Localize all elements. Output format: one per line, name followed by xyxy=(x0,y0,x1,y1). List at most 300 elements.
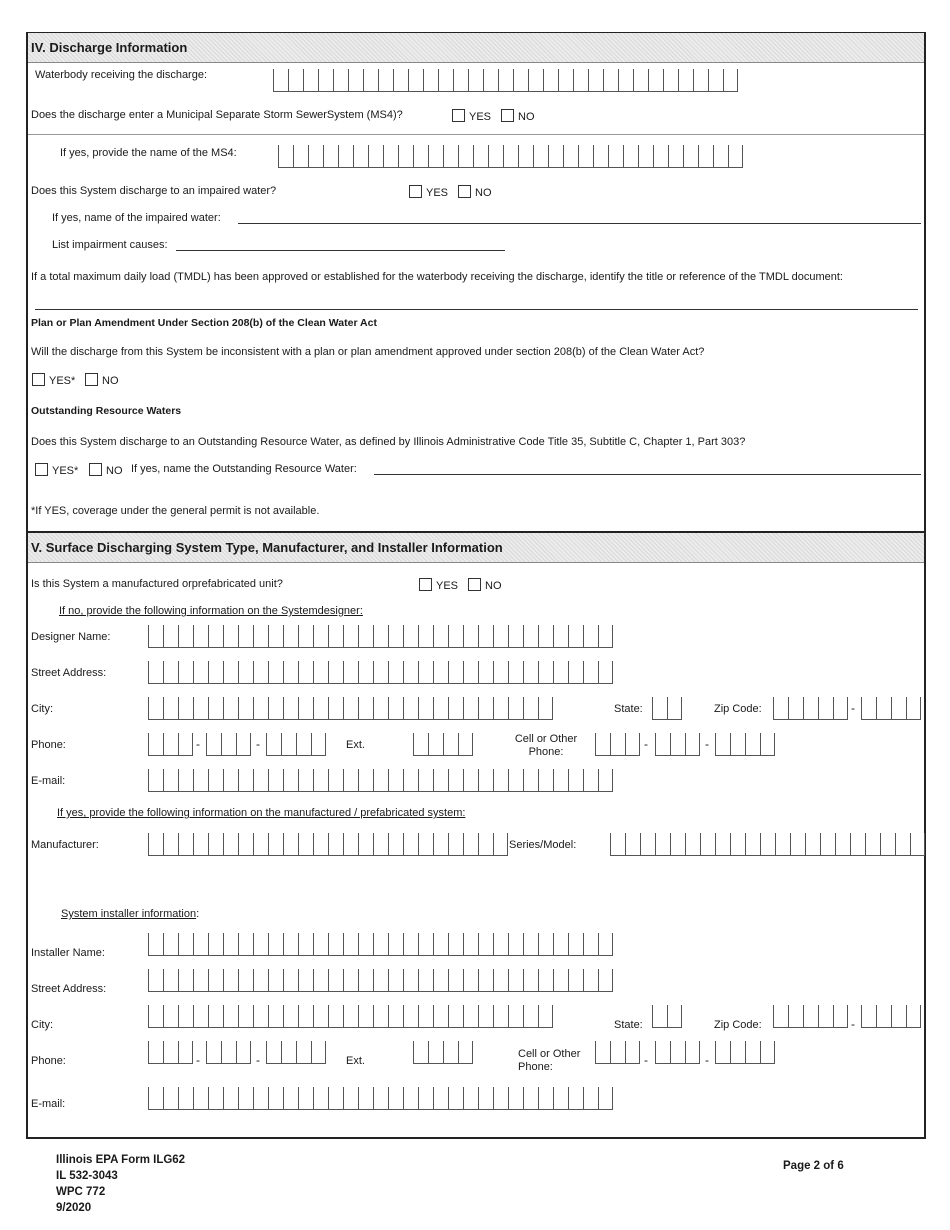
char-box[interactable] xyxy=(163,933,178,955)
char-box[interactable] xyxy=(553,1087,568,1109)
char-box[interactable] xyxy=(268,769,283,791)
char-box[interactable] xyxy=(388,1005,403,1027)
char-box[interactable] xyxy=(478,697,493,719)
char-box[interactable] xyxy=(433,769,448,791)
char-box[interactable] xyxy=(803,697,818,719)
char-box[interactable] xyxy=(223,1005,238,1027)
char-box[interactable] xyxy=(458,733,473,755)
plan-yes-option[interactable] xyxy=(32,373,75,387)
plan-no-option[interactable] xyxy=(85,373,119,387)
char-box[interactable] xyxy=(193,933,208,955)
char-box[interactable] xyxy=(163,1005,178,1027)
char-box[interactable] xyxy=(318,69,333,91)
char-box[interactable] xyxy=(685,1041,700,1063)
char-box[interactable] xyxy=(328,969,343,991)
char-box[interactable] xyxy=(208,1005,223,1027)
char-box[interactable] xyxy=(523,769,538,791)
char-box[interactable] xyxy=(820,833,835,855)
char-box[interactable] xyxy=(906,1005,921,1027)
ms4-name-input[interactable] xyxy=(278,145,743,168)
char-box[interactable] xyxy=(343,933,358,955)
char-box[interactable] xyxy=(453,69,468,91)
char-box[interactable] xyxy=(663,69,678,91)
ms4-yes-option[interactable] xyxy=(452,109,491,123)
char-box[interactable] xyxy=(730,733,745,755)
char-box[interactable] xyxy=(478,969,493,991)
tmdl-input[interactable] xyxy=(35,309,918,310)
char-box[interactable] xyxy=(568,933,583,955)
manufactured-no-option[interactable] xyxy=(468,578,502,592)
char-box[interactable] xyxy=(163,697,178,719)
char-box[interactable] xyxy=(583,625,598,647)
char-box[interactable] xyxy=(163,1087,178,1109)
char-box[interactable] xyxy=(163,769,178,791)
installer-street-input[interactable] xyxy=(148,969,613,992)
char-box[interactable] xyxy=(238,969,253,991)
char-box[interactable] xyxy=(223,769,238,791)
char-box[interactable] xyxy=(610,733,625,755)
char-box[interactable] xyxy=(283,661,298,683)
char-box[interactable] xyxy=(803,1005,818,1027)
char-box[interactable] xyxy=(448,833,463,855)
ms4-no-checkbox[interactable] xyxy=(501,109,514,122)
char-box[interactable] xyxy=(910,833,925,855)
installer-zip-input[interactable] xyxy=(773,1005,848,1028)
char-box[interactable] xyxy=(478,625,493,647)
char-box[interactable] xyxy=(493,933,508,955)
char-box[interactable] xyxy=(538,661,553,683)
char-box[interactable] xyxy=(238,769,253,791)
char-box[interactable] xyxy=(595,1041,610,1063)
char-box[interactable] xyxy=(835,833,850,855)
char-box[interactable] xyxy=(443,145,458,167)
impairment-causes-input[interactable] xyxy=(176,250,505,251)
char-box[interactable] xyxy=(388,661,403,683)
designer-name-input[interactable] xyxy=(148,625,613,648)
char-box[interactable] xyxy=(760,1041,775,1063)
char-box[interactable] xyxy=(363,69,378,91)
installer-cell-line-input[interactable] xyxy=(715,1041,775,1064)
char-box[interactable] xyxy=(388,769,403,791)
char-box[interactable] xyxy=(268,1087,283,1109)
manufacturer-input[interactable] xyxy=(148,833,508,856)
char-box[interactable] xyxy=(652,1005,667,1027)
char-box[interactable] xyxy=(891,697,906,719)
installer-phone-prefix-input[interactable] xyxy=(206,1041,251,1064)
char-box[interactable] xyxy=(383,145,398,167)
char-box[interactable] xyxy=(513,69,528,91)
char-box[interactable] xyxy=(253,769,268,791)
orw-yes-checkbox[interactable] xyxy=(35,463,48,476)
char-box[interactable] xyxy=(678,69,693,91)
char-box[interactable] xyxy=(178,733,193,755)
char-box[interactable] xyxy=(178,661,193,683)
char-box[interactable] xyxy=(208,769,223,791)
char-box[interactable] xyxy=(553,769,568,791)
char-box[interactable] xyxy=(238,661,253,683)
char-box[interactable] xyxy=(498,69,513,91)
char-box[interactable] xyxy=(670,833,685,855)
char-box[interactable] xyxy=(403,1005,418,1027)
char-box[interactable] xyxy=(773,1005,788,1027)
ms4-no-option[interactable] xyxy=(501,109,535,123)
char-box[interactable] xyxy=(493,625,508,647)
char-box[interactable] xyxy=(266,733,281,755)
char-box[interactable] xyxy=(223,625,238,647)
char-box[interactable] xyxy=(343,1087,358,1109)
char-box[interactable] xyxy=(206,1041,221,1063)
char-box[interactable] xyxy=(358,769,373,791)
char-box[interactable] xyxy=(388,697,403,719)
installer-cell-prefix-input[interactable] xyxy=(655,1041,700,1064)
char-box[interactable] xyxy=(428,145,443,167)
char-box[interactable] xyxy=(583,1087,598,1109)
char-box[interactable] xyxy=(238,833,253,855)
char-box[interactable] xyxy=(298,661,313,683)
char-box[interactable] xyxy=(208,833,223,855)
char-box[interactable] xyxy=(463,697,478,719)
char-box[interactable] xyxy=(523,625,538,647)
char-box[interactable] xyxy=(618,69,633,91)
designer-zip4-input[interactable] xyxy=(861,697,921,720)
char-box[interactable] xyxy=(223,1087,238,1109)
char-box[interactable] xyxy=(373,833,388,855)
char-box[interactable] xyxy=(443,1041,458,1063)
char-box[interactable] xyxy=(655,1041,670,1063)
char-box[interactable] xyxy=(508,697,523,719)
char-box[interactable] xyxy=(655,733,670,755)
char-box[interactable] xyxy=(298,1005,313,1027)
char-box[interactable] xyxy=(610,833,625,855)
impaired-no-checkbox[interactable] xyxy=(458,185,471,198)
char-box[interactable] xyxy=(313,933,328,955)
char-box[interactable] xyxy=(253,661,268,683)
char-box[interactable] xyxy=(358,833,373,855)
char-box[interactable] xyxy=(353,145,368,167)
char-box[interactable] xyxy=(253,969,268,991)
char-box[interactable] xyxy=(268,697,283,719)
char-box[interactable] xyxy=(193,1005,208,1027)
char-box[interactable] xyxy=(715,733,730,755)
char-box[interactable] xyxy=(648,69,663,91)
char-box[interactable] xyxy=(208,1087,223,1109)
char-box[interactable] xyxy=(463,969,478,991)
char-box[interactable] xyxy=(598,661,613,683)
char-box[interactable] xyxy=(745,1041,760,1063)
char-box[interactable] xyxy=(236,1041,251,1063)
impaired-no-option[interactable] xyxy=(458,185,492,199)
char-box[interactable] xyxy=(595,733,610,755)
char-box[interactable] xyxy=(448,625,463,647)
designer-ext-input[interactable] xyxy=(413,733,473,756)
char-box[interactable] xyxy=(598,933,613,955)
char-box[interactable] xyxy=(538,969,553,991)
char-box[interactable] xyxy=(193,625,208,647)
char-box[interactable] xyxy=(850,833,865,855)
char-box[interactable] xyxy=(655,833,670,855)
char-box[interactable] xyxy=(625,1041,640,1063)
char-box[interactable] xyxy=(403,833,418,855)
orw-name-input[interactable] xyxy=(374,474,921,475)
char-box[interactable] xyxy=(281,1041,296,1063)
char-box[interactable] xyxy=(418,833,433,855)
designer-cell-line-input[interactable] xyxy=(715,733,775,756)
char-box[interactable] xyxy=(670,1041,685,1063)
char-box[interactable] xyxy=(583,933,598,955)
char-box[interactable] xyxy=(238,1087,253,1109)
orw-no-checkbox[interactable] xyxy=(89,463,102,476)
installer-zip4-input[interactable] xyxy=(861,1005,921,1028)
char-box[interactable] xyxy=(473,145,488,167)
char-box[interactable] xyxy=(348,69,363,91)
char-box[interactable] xyxy=(403,697,418,719)
char-box[interactable] xyxy=(568,969,583,991)
char-box[interactable] xyxy=(523,969,538,991)
char-box[interactable] xyxy=(388,969,403,991)
char-box[interactable] xyxy=(328,1087,343,1109)
char-box[interactable] xyxy=(283,625,298,647)
char-box[interactable] xyxy=(670,733,685,755)
char-box[interactable] xyxy=(373,661,388,683)
char-box[interactable] xyxy=(448,661,463,683)
char-box[interactable] xyxy=(428,1041,443,1063)
char-box[interactable] xyxy=(538,933,553,955)
char-box[interactable] xyxy=(593,145,608,167)
char-box[interactable] xyxy=(433,969,448,991)
char-box[interactable] xyxy=(163,833,178,855)
char-box[interactable] xyxy=(573,69,588,91)
manufactured-yes-checkbox[interactable] xyxy=(419,578,432,591)
char-box[interactable] xyxy=(683,145,698,167)
char-box[interactable] xyxy=(463,1087,478,1109)
char-box[interactable] xyxy=(311,733,326,755)
char-box[interactable] xyxy=(193,661,208,683)
char-box[interactable] xyxy=(418,1005,433,1027)
manufactured-yes-option[interactable] xyxy=(419,578,458,592)
char-box[interactable] xyxy=(148,833,163,855)
char-box[interactable] xyxy=(433,1087,448,1109)
char-box[interactable] xyxy=(221,733,236,755)
char-box[interactable] xyxy=(640,833,655,855)
char-box[interactable] xyxy=(553,933,568,955)
char-box[interactable] xyxy=(553,969,568,991)
char-box[interactable] xyxy=(283,969,298,991)
waterbody-input[interactable] xyxy=(273,69,738,92)
designer-email-input[interactable] xyxy=(148,769,613,792)
char-box[interactable] xyxy=(508,769,523,791)
char-box[interactable] xyxy=(788,697,803,719)
char-box[interactable] xyxy=(358,933,373,955)
plan-yes-checkbox[interactable] xyxy=(32,373,45,386)
char-box[interactable] xyxy=(373,625,388,647)
char-box[interactable] xyxy=(328,625,343,647)
char-box[interactable] xyxy=(328,769,343,791)
char-box[interactable] xyxy=(398,145,413,167)
char-box[interactable] xyxy=(313,769,328,791)
char-box[interactable] xyxy=(730,1041,745,1063)
char-box[interactable] xyxy=(403,769,418,791)
char-box[interactable] xyxy=(638,145,653,167)
char-box[interactable] xyxy=(373,969,388,991)
char-box[interactable] xyxy=(311,1041,326,1063)
char-box[interactable] xyxy=(558,69,573,91)
char-box[interactable] xyxy=(268,661,283,683)
char-box[interactable] xyxy=(378,69,393,91)
char-box[interactable] xyxy=(433,625,448,647)
char-box[interactable] xyxy=(448,1087,463,1109)
char-box[interactable] xyxy=(358,697,373,719)
plan-no-checkbox[interactable] xyxy=(85,373,98,386)
char-box[interactable] xyxy=(208,933,223,955)
char-box[interactable] xyxy=(298,625,313,647)
designer-cell-prefix-input[interactable] xyxy=(655,733,700,756)
char-box[interactable] xyxy=(418,625,433,647)
char-box[interactable] xyxy=(538,697,553,719)
char-box[interactable] xyxy=(685,833,700,855)
char-box[interactable] xyxy=(538,625,553,647)
char-box[interactable] xyxy=(358,969,373,991)
char-box[interactable] xyxy=(313,833,328,855)
char-box[interactable] xyxy=(283,1005,298,1027)
char-box[interactable] xyxy=(438,69,453,91)
char-box[interactable] xyxy=(652,697,667,719)
char-box[interactable] xyxy=(283,933,298,955)
char-box[interactable] xyxy=(728,145,743,167)
char-box[interactable] xyxy=(163,733,178,755)
char-box[interactable] xyxy=(403,969,418,991)
char-box[interactable] xyxy=(333,69,348,91)
char-box[interactable] xyxy=(418,1087,433,1109)
char-box[interactable] xyxy=(523,661,538,683)
char-box[interactable] xyxy=(343,769,358,791)
char-box[interactable] xyxy=(368,145,383,167)
char-box[interactable] xyxy=(358,1087,373,1109)
char-box[interactable] xyxy=(553,661,568,683)
char-box[interactable] xyxy=(443,733,458,755)
char-box[interactable] xyxy=(610,1041,625,1063)
char-box[interactable] xyxy=(745,833,760,855)
char-box[interactable] xyxy=(625,833,640,855)
char-box[interactable] xyxy=(538,1087,553,1109)
char-box[interactable] xyxy=(833,1005,848,1027)
char-box[interactable] xyxy=(723,69,738,91)
char-box[interactable] xyxy=(413,733,428,755)
char-box[interactable] xyxy=(328,661,343,683)
char-box[interactable] xyxy=(625,733,640,755)
char-box[interactable] xyxy=(876,697,891,719)
char-box[interactable] xyxy=(538,1005,553,1027)
char-box[interactable] xyxy=(403,661,418,683)
char-box[interactable] xyxy=(148,1087,163,1109)
char-box[interactable] xyxy=(715,833,730,855)
char-box[interactable] xyxy=(568,1087,583,1109)
char-box[interactable] xyxy=(448,933,463,955)
char-box[interactable] xyxy=(388,625,403,647)
char-box[interactable] xyxy=(423,69,438,91)
char-box[interactable] xyxy=(223,697,238,719)
char-box[interactable] xyxy=(178,933,193,955)
char-box[interactable] xyxy=(503,145,518,167)
char-box[interactable] xyxy=(288,69,303,91)
series-model-input[interactable] xyxy=(610,833,925,856)
char-box[interactable] xyxy=(413,145,428,167)
char-box[interactable] xyxy=(313,697,328,719)
char-box[interactable] xyxy=(388,933,403,955)
char-box[interactable] xyxy=(543,69,558,91)
char-box[interactable] xyxy=(448,697,463,719)
char-box[interactable] xyxy=(178,1087,193,1109)
char-box[interactable] xyxy=(493,769,508,791)
char-box[interactable] xyxy=(508,625,523,647)
char-box[interactable] xyxy=(163,661,178,683)
char-box[interactable] xyxy=(268,833,283,855)
char-box[interactable] xyxy=(298,769,313,791)
char-box[interactable] xyxy=(253,625,268,647)
char-box[interactable] xyxy=(528,69,543,91)
char-box[interactable] xyxy=(433,661,448,683)
char-box[interactable] xyxy=(906,697,921,719)
char-box[interactable] xyxy=(730,833,745,855)
char-box[interactable] xyxy=(463,933,478,955)
char-box[interactable] xyxy=(298,697,313,719)
char-box[interactable] xyxy=(373,1005,388,1027)
char-box[interactable] xyxy=(448,1005,463,1027)
char-box[interactable] xyxy=(418,769,433,791)
char-box[interactable] xyxy=(313,969,328,991)
char-box[interactable] xyxy=(418,969,433,991)
char-box[interactable] xyxy=(598,1087,613,1109)
char-box[interactable] xyxy=(608,145,623,167)
char-box[interactable] xyxy=(713,145,728,167)
char-box[interactable] xyxy=(667,1005,682,1027)
char-box[interactable] xyxy=(238,697,253,719)
char-box[interactable] xyxy=(578,145,593,167)
char-box[interactable] xyxy=(408,69,423,91)
installer-state-input[interactable] xyxy=(652,1005,682,1028)
char-box[interactable] xyxy=(193,969,208,991)
char-box[interactable] xyxy=(313,1087,328,1109)
char-box[interactable] xyxy=(463,833,478,855)
char-box[interactable] xyxy=(236,733,251,755)
char-box[interactable] xyxy=(221,1041,236,1063)
char-box[interactable] xyxy=(303,69,318,91)
char-box[interactable] xyxy=(253,697,268,719)
char-box[interactable] xyxy=(708,69,723,91)
char-box[interactable] xyxy=(208,661,223,683)
char-box[interactable] xyxy=(583,769,598,791)
char-box[interactable] xyxy=(433,933,448,955)
char-box[interactable] xyxy=(865,833,880,855)
char-box[interactable] xyxy=(283,833,298,855)
char-box[interactable] xyxy=(328,697,343,719)
char-box[interactable] xyxy=(428,733,443,755)
char-box[interactable] xyxy=(523,933,538,955)
char-box[interactable] xyxy=(373,1087,388,1109)
char-box[interactable] xyxy=(478,933,493,955)
char-box[interactable] xyxy=(223,933,238,955)
char-box[interactable] xyxy=(693,69,708,91)
char-box[interactable] xyxy=(308,145,323,167)
installer-phone-line-input[interactable] xyxy=(266,1041,326,1064)
char-box[interactable] xyxy=(523,1087,538,1109)
char-box[interactable] xyxy=(493,833,508,855)
char-box[interactable] xyxy=(773,697,788,719)
char-box[interactable] xyxy=(266,1041,281,1063)
char-box[interactable] xyxy=(328,1005,343,1027)
char-box[interactable] xyxy=(418,697,433,719)
char-box[interactable] xyxy=(178,697,193,719)
char-box[interactable] xyxy=(493,1087,508,1109)
